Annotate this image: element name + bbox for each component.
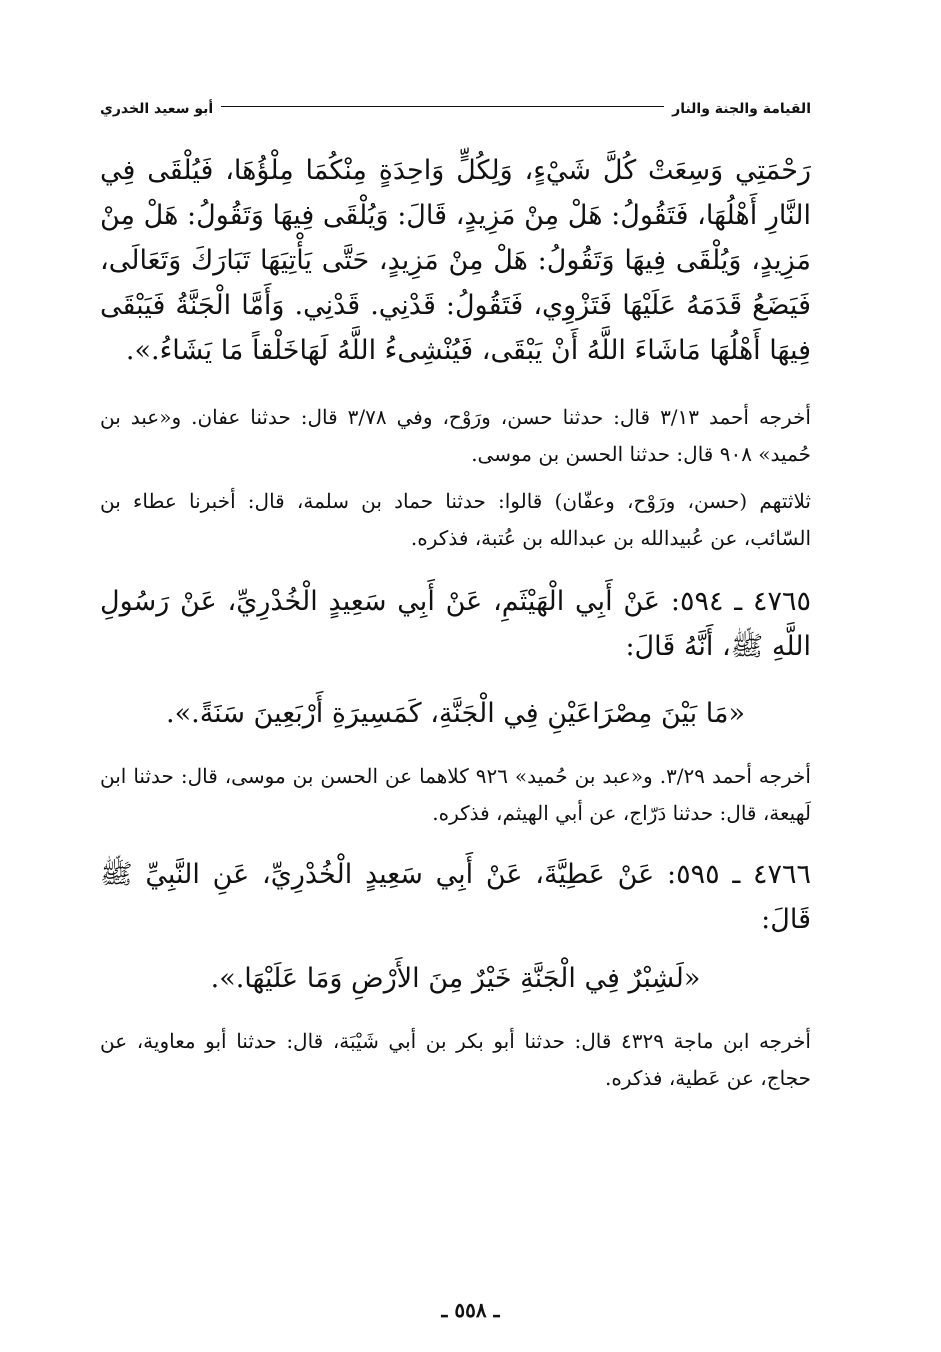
hadith-continuation-text: رَحْمَتِي وَسِعَتْ كُلَّ شَيْءٍ، وَلِكُلٍّ وَاحِدَةٍ مِنْكُمَا مِلْؤُهَا، فَيُلْقَى فِي النَّارِ أَهْلُهَا، فَتَقُولُ: هَلْ مِنْ مَزِيدٍ، قَالَ: وَيُلْقَى فِيهَا وَتَقُولُ: هَلْ مِنْ مَزِيدٍ، وَيُلْقَى فِيهَا وَتَقُولُ: هَلْ مِنْ مَزِيدٍ، حَتَّى يَأْتِيَهَا تَبَارَكَ وَتَعَالَى، فَيَضَعُ قَدَمَهُ عَلَيْهَا فَتَزْوِي، فَتَقُولُ: قَدْنِي. قَدْنِي. وَأَمَّا الْجَنَّةُ فَيَبْقَى فِيهَا أَهْلُهَا مَاشَاءَ اللَّهُ أَنْ يَبْقَى، فَيُنْشِىءُ اللَّهُ لَهَاخَلْقاً مَا يَشَاءُ.».	[100, 155, 811, 366]
chapter-title: أبو سعيد الخدري	[100, 101, 214, 117]
book-title: القيامة والجنة والنار	[672, 101, 811, 117]
hadith-isnad: ٤٧٦٦ ـ ٥٩٥: عَنْ عَطِيَّةَ، عَنْ أَبِي سَعِيدٍ الْخُدْرِيِّ، عَنِ النَّبِيِّ ﷺ قَالَ:	[100, 859, 811, 935]
takhrij-note: ثلاثتهم (حسن، ورَوْح، وعفّان) قالوا: حدثنا حماد بن سلمة، قال: أخبرنا عطاء بن السّائب، عن عُبيدالله بن عبدالله بن عُتبة، فذكره.	[100, 489, 811, 550]
page-number: ـ ٥٥٨ ـ	[441, 1298, 500, 1322]
hadith-matn: «مَا بَيْنَ مِصْرَاعَيْنِ فِي الْجَنَّةِ، كَمَسِيرَةِ أَرْبَعِينَ سَنَةً.».	[166, 698, 745, 729]
takhrij-note: أخرجه أحمد ٣/١٣ قال: حدثنا حسن، ورَوْح، وفي ٣/٧٨ قال: حدثنا عفان. و«عبد بن حُميد» ٩٠٨ قال: حدثنا الحسن بن موسى.	[100, 405, 811, 466]
hadith-matn: «لَشِبْرٌ فِي الْجَنَّةِ خَيْرٌ مِنَ الأَرْضِ وَمَا عَلَيْهَا.».	[210, 963, 701, 994]
header-rule	[221, 106, 664, 107]
takhrij-note: أخرجه أحمد ٣/٢٩. و«عبد بن حُميد» ٩٢٦ كلاهما عن الحسن بن موسى، قال: حدثنا ابن لَهيعة، قال: حدثنا دَرّاج، عن أبي الهيثم، فذكره.	[100, 764, 811, 825]
takhrij-note: أخرجه ابن ماجة ٤٣٢٩ قال: حدثنا أبو بكر بن أبي شَيْبَة، قال: حدثنا أبو معاوية، عن حجاج، عن عَطية، فذكره.	[100, 1029, 811, 1090]
page-body	[100, 96, 811, 1312]
running-header	[100, 96, 811, 122]
hadith-isnad: ٤٧٦٥ ـ ٥٩٤: عَنْ أَبِي الْهَيْثَمِ، عَنْ أَبِي سَعِيدٍ الْخُدْرِيِّ، عَنْ رَسُولِ اللَّهِ ﷺ، أَنَّهُ قَالَ:	[100, 586, 812, 662]
